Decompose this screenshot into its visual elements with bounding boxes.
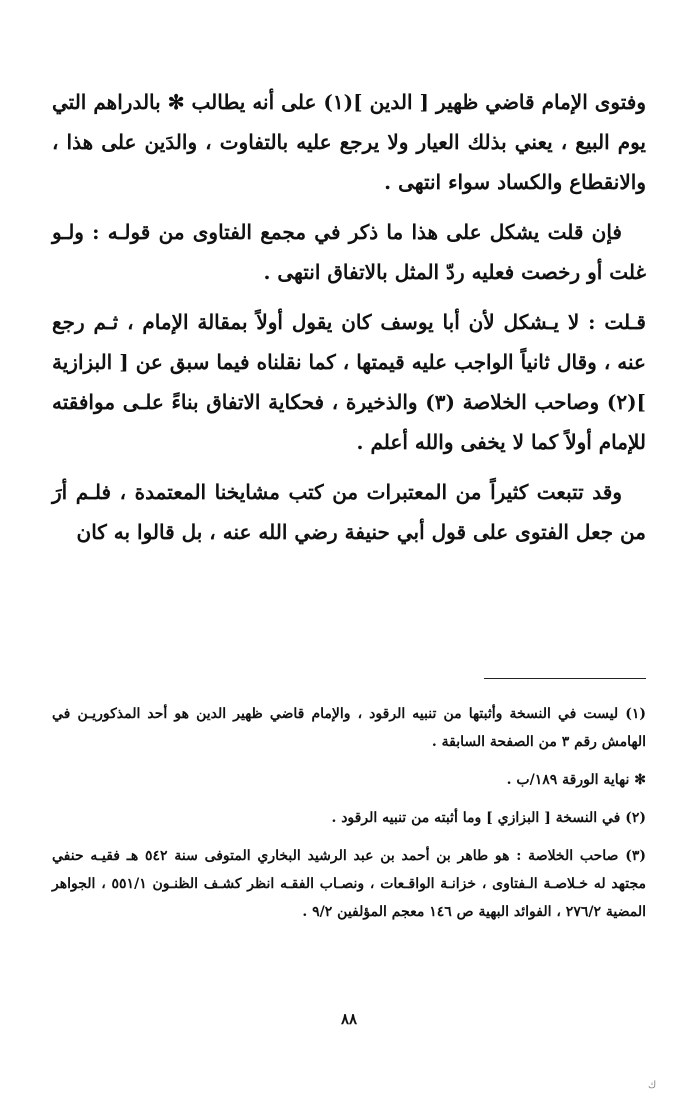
corner-mark: ﻙ xyxy=(648,1080,657,1091)
page-number: ٨٨ xyxy=(340,1010,358,1028)
footnote-1: (١) ليست في النسخة وأثبتها من تنبيه الرقود ، والإمام قاضي ظهير الدين هو أحد المذكوريـن في الهامش رقم ٣ من الصفحة السابقة . xyxy=(52,706,646,750)
footnote-2: (٢) في النسخة [ البزازي ] وما أثبته من تنبيه الرقود . xyxy=(331,810,646,826)
main-paragraph-2: فإن قلت يشكل على هذا ما ذكر في مجمع الفتاوى من قولـه : ولـو غلت أو رخصت فعليه ردّ المثل بالاتفاق انتهى . xyxy=(52,220,646,284)
footnote-separator xyxy=(484,678,646,679)
footnote-3: (٣) صاحب الخلاصة : هو طاهر بن أحمد بن عبد الرشيد البخاري المتوفى سنة ٥٤٢ هـ فقيـه حنفي مجتهد له خـلاصـة الـفتاوى ، خزانـة الواقـعات ، ونصـاب الفقـه انظر كشـف الظنـون ٥٥١/١ ، الجواهر المضية ٢٧٦/٢ ، الفوائد البهية ص ١٤٦ معجم المؤلفين ٩/٢ . xyxy=(52,848,646,920)
main-paragraph-3: قـلت : لا يـشكل لأن أبا يوسف كان يقول أولاً بمقالة الإمام ، ثـم رجع عنه ، وقال ثانياً الواجب عليه قيمتها ، كما نقلناه فيما سبق عن [ البزازية ](٢) وصاحب الخلاصة (٣) والذخيرة ، فحكاية الاتفاق بناءً علـى موافقته للإمام أولاً كما لا يخفى والله أعلم . xyxy=(52,310,646,454)
footnote-folio-note: ✻ نهاية الورقة ١٨٩/ب . xyxy=(506,772,646,788)
main-paragraph-4: وقد تتبعت كثيراً من المعتبرات من كتب مشايخنا المعتمدة ، فلـم أرَ من جعل الفتوى على قول أبي حنيفة رضي الله عنه ، بل قالوا به كان xyxy=(52,480,646,544)
footnotes-section xyxy=(52,700,646,936)
main-paragraph-1: وفتوى الإمام قاضي ظهير [ الدين ](١) على أنه يطالب ✻ بالدراهم التي يوم البيع ، يعني بذلك العيار ولا يرجع عليه بالتفاوت ، والدَين على هذا ، والانقطاع والكساد سواء انتهى . xyxy=(52,90,647,194)
main-text-body xyxy=(52,82,646,562)
